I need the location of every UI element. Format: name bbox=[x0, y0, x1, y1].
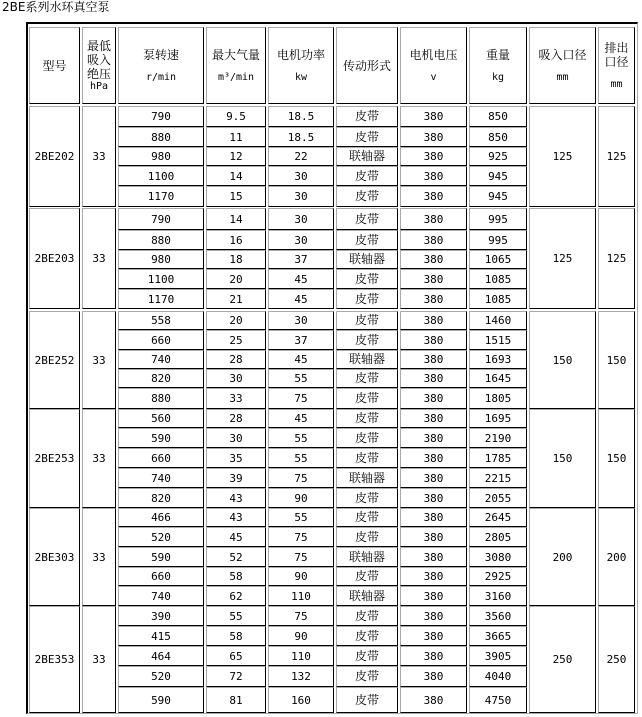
voltage-cell: 380 bbox=[400, 606, 467, 626]
flow-cell: 9.5 bbox=[206, 106, 266, 127]
voltage-cell: 380 bbox=[400, 330, 467, 350]
speed-cell: 660 bbox=[118, 448, 204, 468]
header-unit: kg bbox=[491, 71, 505, 83]
power-cell: 30 bbox=[268, 208, 334, 230]
power-cell: 55 bbox=[268, 448, 334, 468]
power-cell: 30 bbox=[268, 311, 334, 330]
voltage-cell: 380 bbox=[400, 166, 467, 186]
drive-cell: 皮带 bbox=[336, 369, 398, 388]
power-cell: 45 bbox=[268, 269, 334, 289]
power-cell: 75 bbox=[268, 606, 334, 626]
header-outlet bbox=[598, 27, 635, 104]
flow-cell: 25 bbox=[206, 330, 266, 350]
voltage-cell: 380 bbox=[400, 186, 467, 207]
voltage-cell: 380 bbox=[400, 468, 467, 488]
power-cell: 37 bbox=[268, 330, 334, 350]
power-cell: 37 bbox=[268, 250, 334, 269]
voltage-cell: 380 bbox=[400, 289, 467, 309]
power-cell: 75 bbox=[268, 527, 334, 547]
voltage-cell: 380 bbox=[400, 388, 467, 409]
weight-cell: 995 bbox=[469, 208, 527, 230]
inlet-cell: 150 bbox=[529, 311, 596, 409]
speed-cell: 740 bbox=[118, 468, 204, 488]
drive-cell: 皮带 bbox=[336, 186, 398, 207]
power-cell: 30 bbox=[268, 166, 334, 186]
power-cell: 45 bbox=[268, 289, 334, 309]
voltage-cell: 380 bbox=[400, 527, 467, 547]
weight-cell: 3905 bbox=[469, 646, 527, 666]
voltage-cell: 380 bbox=[400, 250, 467, 269]
weight-cell: 1695 bbox=[469, 409, 527, 428]
flow-cell: 30 bbox=[206, 369, 266, 388]
drive-cell: 皮带 bbox=[336, 230, 398, 250]
speed-cell: 660 bbox=[118, 567, 204, 586]
voltage-cell: 380 bbox=[400, 127, 467, 147]
speed-cell: 390 bbox=[118, 606, 204, 626]
flow-cell: 14 bbox=[206, 166, 266, 186]
voltage-cell: 380 bbox=[400, 666, 467, 687]
weight-cell: 2805 bbox=[469, 527, 527, 547]
flow-cell: 72 bbox=[206, 666, 266, 687]
outlet-cell: 125 bbox=[598, 106, 635, 207]
power-cell: 90 bbox=[268, 488, 334, 508]
power-cell: 90 bbox=[268, 626, 334, 646]
power-cell: 75 bbox=[268, 468, 334, 488]
flow-cell: 28 bbox=[206, 409, 266, 428]
header-unit: r/min bbox=[145, 71, 177, 83]
weight-cell: 995 bbox=[469, 230, 527, 250]
model-cell: 2BE253 bbox=[29, 409, 80, 508]
drive-cell: 联轴器 bbox=[336, 468, 398, 488]
outlet-cell: 150 bbox=[598, 409, 635, 508]
flow-cell: 15 bbox=[206, 186, 266, 207]
drive-cell: 皮带 bbox=[336, 388, 398, 409]
voltage-cell: 380 bbox=[400, 687, 467, 713]
voltage-cell: 380 bbox=[400, 488, 467, 508]
speed-cell: 790 bbox=[118, 208, 204, 230]
power-cell: 110 bbox=[268, 586, 334, 606]
header-unit: v bbox=[430, 71, 437, 83]
flow-cell: 35 bbox=[206, 448, 266, 468]
flow-cell: 14 bbox=[206, 208, 266, 230]
drive-cell: 皮带 bbox=[336, 289, 398, 309]
speed-cell: 520 bbox=[118, 666, 204, 687]
voltage-cell: 380 bbox=[400, 369, 467, 388]
speed-cell: 880 bbox=[118, 127, 204, 147]
header-voltage bbox=[400, 27, 467, 104]
pressure-cell: 33 bbox=[82, 508, 116, 606]
header-label: 最大气量 bbox=[211, 47, 260, 62]
flow-cell: 55 bbox=[206, 606, 266, 626]
power-cell: 90 bbox=[268, 567, 334, 586]
weight-cell: 945 bbox=[469, 186, 527, 207]
model-cell: 2BE353 bbox=[29, 606, 80, 713]
voltage-cell: 380 bbox=[400, 567, 467, 586]
drive-cell: 联轴器 bbox=[336, 250, 398, 269]
header-pressure bbox=[82, 27, 116, 104]
inlet-cell: 125 bbox=[529, 208, 596, 309]
flow-cell: 52 bbox=[206, 547, 266, 567]
header-label: 电机电压 bbox=[409, 47, 458, 62]
header-label: 排出口径 bbox=[604, 40, 629, 69]
weight-cell: 1785 bbox=[469, 448, 527, 468]
voltage-cell: 380 bbox=[400, 646, 467, 666]
weight-cell: 2190 bbox=[469, 428, 527, 448]
flow-cell: 21 bbox=[206, 289, 266, 309]
model-cell: 2BE202 bbox=[29, 106, 80, 207]
pressure-cell: 33 bbox=[82, 606, 116, 713]
weight-cell: 4040 bbox=[469, 666, 527, 687]
flow-cell: 65 bbox=[206, 646, 266, 666]
weight-cell: 925 bbox=[469, 147, 527, 166]
power-cell: 30 bbox=[268, 186, 334, 207]
weight-cell: 1460 bbox=[469, 311, 527, 330]
header-label: 电机功率 bbox=[276, 47, 325, 62]
power-cell: 55 bbox=[268, 428, 334, 448]
header-drive bbox=[336, 27, 398, 104]
voltage-cell: 380 bbox=[400, 586, 467, 606]
drive-cell: 皮带 bbox=[336, 269, 398, 289]
voltage-cell: 380 bbox=[400, 106, 467, 127]
pressure-cell: 33 bbox=[82, 106, 116, 207]
speed-cell: 466 bbox=[118, 508, 204, 527]
power-cell: 75 bbox=[268, 547, 334, 567]
weight-cell: 1085 bbox=[469, 289, 527, 309]
voltage-cell: 380 bbox=[400, 311, 467, 330]
drive-cell: 皮带 bbox=[336, 666, 398, 687]
voltage-cell: 380 bbox=[400, 428, 467, 448]
speed-cell: 790 bbox=[118, 106, 204, 127]
speed-cell: 820 bbox=[118, 488, 204, 508]
drive-cell: 皮带 bbox=[336, 330, 398, 350]
header-weight bbox=[469, 27, 527, 104]
drive-cell: 联轴器 bbox=[336, 586, 398, 606]
speed-cell: 558 bbox=[118, 311, 204, 330]
drive-cell: 皮带 bbox=[336, 527, 398, 547]
page-title: 2BE系列水环真空泵 bbox=[2, 0, 110, 14]
speed-cell: 820 bbox=[118, 369, 204, 388]
weight-cell: 2925 bbox=[469, 567, 527, 586]
voltage-cell: 380 bbox=[400, 350, 467, 369]
header-label: 传动形式 bbox=[342, 58, 391, 73]
flow-cell: 30 bbox=[206, 428, 266, 448]
speed-cell: 520 bbox=[118, 527, 204, 547]
spec-table bbox=[26, 22, 638, 714]
voltage-cell: 380 bbox=[400, 508, 467, 527]
drive-cell: 皮带 bbox=[336, 311, 398, 330]
weight-cell: 2215 bbox=[469, 468, 527, 488]
drive-cell: 联轴器 bbox=[336, 147, 398, 166]
flow-cell: 43 bbox=[206, 488, 266, 508]
weight-cell: 1805 bbox=[469, 388, 527, 409]
weight-cell: 1515 bbox=[469, 330, 527, 350]
weight-cell: 3560 bbox=[469, 606, 527, 626]
flow-cell: 18 bbox=[206, 250, 266, 269]
flow-cell: 11 bbox=[206, 127, 266, 147]
voltage-cell: 380 bbox=[400, 547, 467, 567]
drive-cell: 皮带 bbox=[336, 488, 398, 508]
pressure-cell: 33 bbox=[82, 208, 116, 309]
speed-cell: 590 bbox=[118, 547, 204, 567]
weight-cell: 3665 bbox=[469, 626, 527, 646]
header-unit: hPa bbox=[89, 80, 109, 92]
inlet-cell: 200 bbox=[529, 508, 596, 606]
model-cell: 2BE303 bbox=[29, 508, 80, 606]
drive-cell: 皮带 bbox=[336, 606, 398, 626]
power-cell: 18.5 bbox=[268, 127, 334, 147]
weight-cell: 1693 bbox=[469, 350, 527, 369]
header-label: 最低吸入绝压 bbox=[86, 38, 111, 81]
power-cell: 132 bbox=[268, 666, 334, 687]
flow-cell: 58 bbox=[206, 626, 266, 646]
outlet-cell: 200 bbox=[598, 508, 635, 606]
speed-cell: 740 bbox=[118, 586, 204, 606]
speed-cell: 560 bbox=[118, 409, 204, 428]
weight-cell: 1065 bbox=[469, 250, 527, 269]
drive-cell: 皮带 bbox=[336, 428, 398, 448]
voltage-cell: 380 bbox=[400, 269, 467, 289]
header-inlet bbox=[529, 27, 596, 104]
power-cell: 55 bbox=[268, 369, 334, 388]
weight-cell: 4750 bbox=[469, 687, 527, 713]
header-unit: kw bbox=[294, 71, 308, 83]
speed-cell: 1170 bbox=[118, 186, 204, 207]
outlet-cell: 150 bbox=[598, 311, 635, 409]
drive-cell: 联轴器 bbox=[336, 350, 398, 369]
voltage-cell: 380 bbox=[400, 409, 467, 428]
speed-cell: 740 bbox=[118, 350, 204, 369]
flow-cell: 45 bbox=[206, 527, 266, 547]
speed-cell: 660 bbox=[118, 330, 204, 350]
speed-cell: 1100 bbox=[118, 166, 204, 186]
flow-cell: 16 bbox=[206, 230, 266, 250]
model-cell: 2BE252 bbox=[29, 311, 80, 409]
speed-cell: 980 bbox=[118, 250, 204, 269]
speed-cell: 415 bbox=[118, 626, 204, 646]
header-unit: mm bbox=[610, 78, 623, 90]
voltage-cell: 380 bbox=[400, 208, 467, 230]
voltage-cell: 380 bbox=[400, 230, 467, 250]
speed-cell: 880 bbox=[118, 230, 204, 250]
power-cell: 45 bbox=[268, 350, 334, 369]
flow-cell: 81 bbox=[206, 687, 266, 713]
speed-cell: 880 bbox=[118, 388, 204, 409]
header-flow bbox=[206, 27, 266, 104]
flow-cell: 20 bbox=[206, 311, 266, 330]
speed-cell: 980 bbox=[118, 147, 204, 166]
speed-cell: 590 bbox=[118, 687, 204, 713]
flow-cell: 39 bbox=[206, 468, 266, 488]
voltage-cell: 380 bbox=[400, 626, 467, 646]
drive-cell: 皮带 bbox=[336, 208, 398, 230]
power-cell: 30 bbox=[268, 230, 334, 250]
pressure-cell: 33 bbox=[82, 311, 116, 409]
weight-cell: 850 bbox=[469, 127, 527, 147]
flow-cell: 12 bbox=[206, 147, 266, 166]
power-cell: 45 bbox=[268, 409, 334, 428]
drive-cell: 皮带 bbox=[336, 626, 398, 646]
power-cell: 110 bbox=[268, 646, 334, 666]
flow-cell: 62 bbox=[206, 586, 266, 606]
power-cell: 18.5 bbox=[268, 106, 334, 127]
speed-cell: 1170 bbox=[118, 289, 204, 309]
power-cell: 22 bbox=[268, 147, 334, 166]
weight-cell: 945 bbox=[469, 166, 527, 186]
model-cell: 2BE203 bbox=[29, 208, 80, 309]
flow-cell: 28 bbox=[206, 350, 266, 369]
inlet-cell: 150 bbox=[529, 409, 596, 508]
header-unit: mm bbox=[556, 71, 569, 83]
header-speed bbox=[118, 27, 204, 104]
drive-cell: 皮带 bbox=[336, 166, 398, 186]
inlet-cell: 250 bbox=[529, 606, 596, 713]
drive-cell: 皮带 bbox=[336, 127, 398, 147]
weight-cell: 3160 bbox=[469, 586, 527, 606]
power-cell: 75 bbox=[268, 388, 334, 409]
header-unit: m³/min bbox=[217, 71, 255, 83]
header-label: 吸入口径 bbox=[538, 47, 587, 62]
drive-cell: 皮带 bbox=[336, 687, 398, 713]
drive-cell: 皮带 bbox=[336, 409, 398, 428]
outlet-cell: 250 bbox=[598, 606, 635, 713]
drive-cell: 皮带 bbox=[336, 646, 398, 666]
power-cell: 55 bbox=[268, 508, 334, 527]
drive-cell: 皮带 bbox=[336, 106, 398, 127]
weight-cell: 850 bbox=[469, 106, 527, 127]
header-model bbox=[29, 27, 80, 104]
flow-cell: 33 bbox=[206, 388, 266, 409]
inlet-cell: 125 bbox=[529, 106, 596, 207]
power-cell: 160 bbox=[268, 687, 334, 713]
outlet-cell: 125 bbox=[598, 208, 635, 309]
weight-cell: 1645 bbox=[469, 369, 527, 388]
weight-cell: 3080 bbox=[469, 547, 527, 567]
flow-cell: 20 bbox=[206, 269, 266, 289]
drive-cell: 皮带 bbox=[336, 508, 398, 527]
drive-cell: 皮带 bbox=[336, 567, 398, 586]
flow-cell: 43 bbox=[206, 508, 266, 527]
header-label: 型号 bbox=[42, 58, 67, 73]
weight-cell: 1085 bbox=[469, 269, 527, 289]
speed-cell: 590 bbox=[118, 428, 204, 448]
drive-cell: 联轴器 bbox=[336, 547, 398, 567]
flow-cell: 58 bbox=[206, 567, 266, 586]
header-label: 重量 bbox=[485, 47, 510, 62]
speed-cell: 1100 bbox=[118, 269, 204, 289]
voltage-cell: 380 bbox=[400, 448, 467, 468]
header-label: 泵转速 bbox=[142, 47, 179, 62]
pressure-cell: 33 bbox=[82, 409, 116, 508]
voltage-cell: 380 bbox=[400, 147, 467, 166]
weight-cell: 2055 bbox=[469, 488, 527, 508]
speed-cell: 464 bbox=[118, 646, 204, 666]
header-power bbox=[268, 27, 334, 104]
weight-cell: 2645 bbox=[469, 508, 527, 527]
drive-cell: 皮带 bbox=[336, 448, 398, 468]
